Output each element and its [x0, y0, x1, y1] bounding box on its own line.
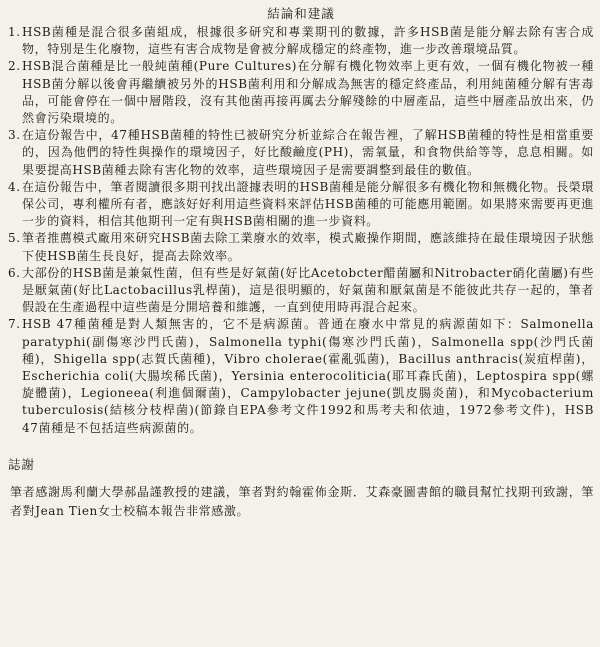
- item-text: 大部份的HSB菌是兼氣性菌，但有些是好氣菌(好比Acetobcter醋菌屬和Nitrobacter硝化菌屬)有些是厭氣菌(好比Lactobacillus乳桿菌)，這是很明顯的，好氣菌和厭氣菌是不能彼此共存一起的，筆者假設在生產過程中這些菌是分開培養和維護，一直到使用時再混合起來。: [22, 265, 594, 315]
- list-item: [8, 265, 594, 317]
- item-number: 3.: [8, 128, 21, 143]
- item-number: 6.: [8, 265, 21, 280]
- list-item: [8, 58, 594, 127]
- item-text: 筆者推薦模式廠用來研究HSB菌去除工業廢水的效率，模式廠操作期間，應該維持在最佳環境因子狀態下使HSB菌生長良好，提高去除效率。: [22, 231, 594, 263]
- list-item: [8, 316, 594, 436]
- list-item: [8, 230, 594, 264]
- item-text: HSB混合菌種是比一般純菌種(Pure Cultures)在分解有機化物效率上更有效，一個有機化物被一種HSB菌分解以後會再繼續被另外的HSB菌利用和分解成為無害的穩定終產品，利用純菌種分解有害毒品，可能會停在一個中層階段，沒有其他菌再接再厲去分解殘餘的中層產品，這些中層產品放出來，仍然會污染環境的。: [22, 59, 594, 126]
- item-text: HSB 47種菌種是對人類無害的，它不是病源菌。普通在廢水中常見的病源菌如下：Salmonella paratyphi(副傷寒沙門氏菌)，Salmonella typhi(傷寒沙門氏菌)，Salmonella spp(沙門氏菌種)，Shigella spp(志賀氏菌種)，Vibro cholerae(霍亂弧菌)，Bacillus anthracis(炭疽桿菌)，Escherichia coli(大腸埃稀氏菌)，Yersinia enterocoliticia(耶耳森氏菌)，Leptospira spp(螺旋體菌)，Legioneea(利進個爾菌)，Campylobacter jejune(凱皮腸炎菌)，和Mycobacterium tuberculosis(結核分枝桿菌)(節錄自EPA參考文件1992和馬考夫和依迪，1972參考文件)，HSB 47菌種是不包括這些病源菌的。: [22, 317, 594, 435]
- item-number: 2.: [8, 59, 21, 74]
- item-text: HSB菌種是混合很多菌組成，根據很多研究和專業期刊的數據，許多HSB菌是能分解去除有害合成物，特別是生化廢物，這些有害合成物是會被分解成穩定的終產物，進一步改善環境品質。: [22, 25, 594, 57]
- acknowledgement-text: 筆者感謝馬利蘭大學郝晶謹教授的建議，筆者對約翰霍佈金斯．艾森豪圖書館的職員幫忙找期刊致謝，筆者對Jean Tien女士校稿本報告非常感激。: [10, 484, 594, 518]
- acknowledgement-heading: 誌謝: [8, 456, 36, 472]
- conclusions-list: [8, 24, 594, 437]
- item-number: 7.: [8, 317, 21, 332]
- section-title: 結論和建議: [267, 6, 335, 21]
- item-number: 4.: [8, 179, 21, 194]
- list-item: [8, 24, 594, 58]
- item-text: 在這份報告中，筆者閱讀很多期刊找出證據表明的HSB菌種是能分解很多有機化物和無機化物。長榮環保公司，專利權所有者，應該好好利用這些資料來評估HSB菌種的可能應用範圍。如果將來需要再更進一步的資料，相信其他期刊一定有與HSB菌相關的進一步資料。: [22, 179, 594, 229]
- item-number: 5.: [8, 231, 21, 246]
- list-item: [8, 127, 594, 179]
- item-text: 在這份報告中，47種HSB菌種的特性已被研究分析並綜合在報告裡，了解HSB菌種的特性是相當重要的，因為他們的特性與操作的環境因子，好比酸鹼度(PH)，需氧量，和食物供給等等，息息相關。如果要提高HSB菌種去除有害化物的效率，這些環境因子是需要調整到最佳的數值。: [22, 128, 594, 177]
- item-number: 1.: [8, 25, 21, 39]
- list-item: [8, 179, 594, 231]
